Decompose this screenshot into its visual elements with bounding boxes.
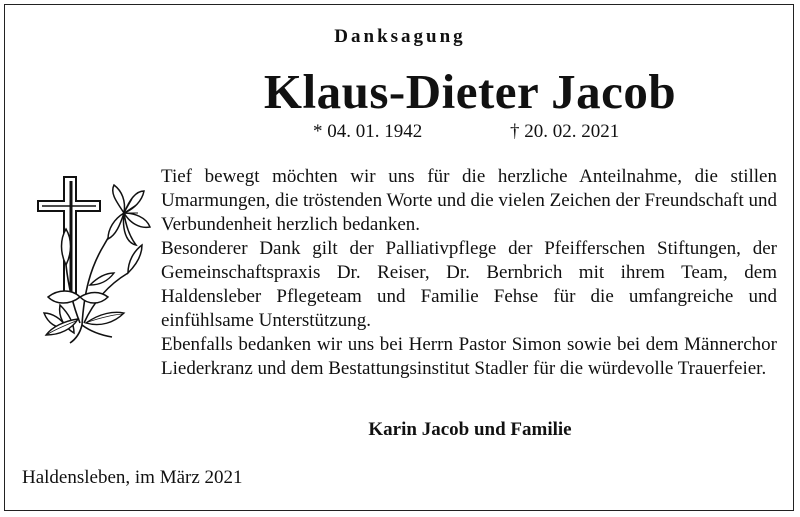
paragraph-1: Tief bewegt möchten wir uns für die herzliche Anteilnahme, die stillen Umarmungen, die tröstenden Worte und die vielen Zeichen der Freundschaft und Verbundenheit herzlich bedanken. [161,166,777,235]
paragraph-2: Besonderer Dank gilt der Palliativpflege der Pfeifferschen Stiftungen, der Gemeinschaftspraxis Dr. Reiser, Dr. Bernbrich mit ihrem Team, dem Haldensleber Pflegeteam und Familie Fehse für die umfangreiche und einfühlsame Unterstützung. [161,238,777,331]
cross-with-lilies-icon [24,173,154,345]
place-date: Haldensleben, im März 2021 [22,467,243,488]
birth-date: * 04. 01. 1942 [313,121,423,142]
paragraph-3: Ebenfalls bedanken wir uns bei Herrn Pastor Simon sowie bei dem Männerchor Liederkranz und dem Bestattungsinstitut Stadler für die würdevolle Trauerfeier. [161,334,777,379]
deceased-name: Klaus-Dieter Jacob [263,64,677,119]
notice-heading: Danksagung [334,26,466,47]
thank-you-text [161,165,777,381]
death-date: † 20. 02. 2021 [510,121,620,142]
signature: Karin Jacob und Familie [368,419,572,440]
